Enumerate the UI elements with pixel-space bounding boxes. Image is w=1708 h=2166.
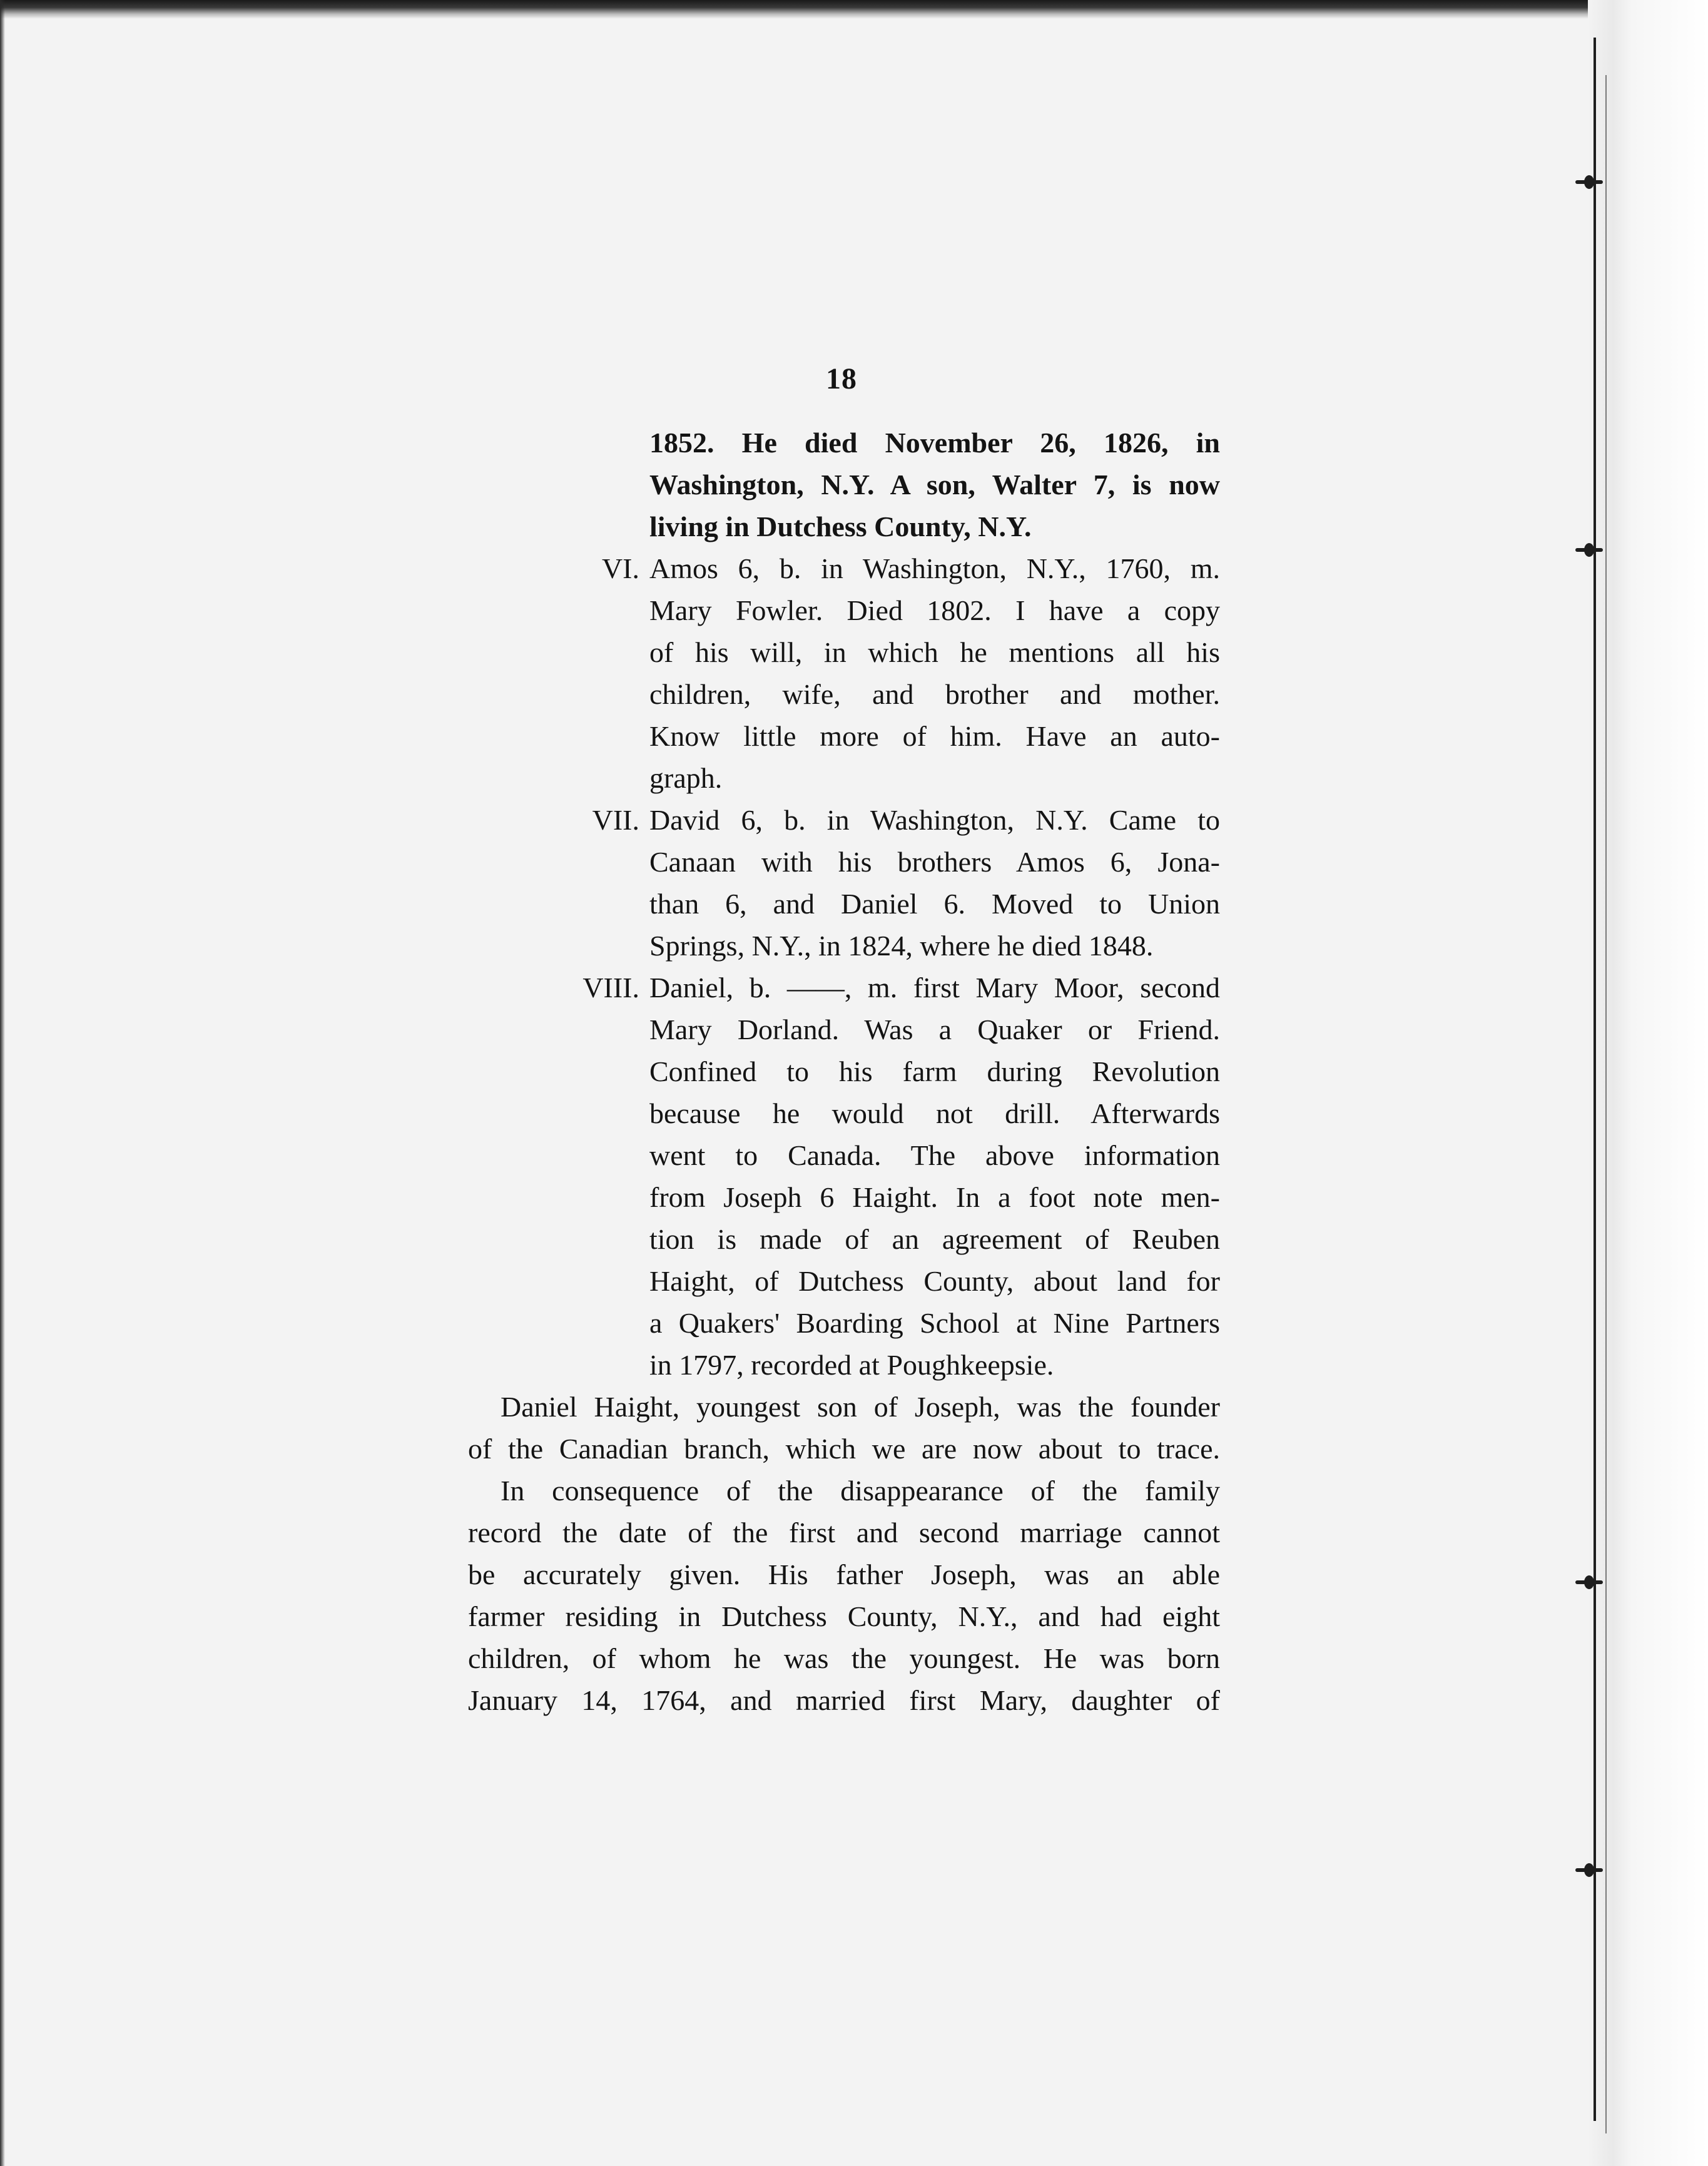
entry-line: in 1797, recorded at Poughkeepsie. [649,1349,1054,1381]
entry-line: children, wife, and brother and mother. [649,678,1220,710]
page-number: 18 [826,362,857,395]
entry-line: than 6, and Daniel 6. Moved to Union [649,888,1220,920]
entry-line: Mary Fowler. Died 1802. I have a copy [649,594,1220,626]
entry-line: Confined to his farm during Revolution [649,1055,1220,1087]
scan-left-edge [0,0,5,2166]
entry-line: Mary Dorland. Was a Quaker or Friend. [649,1014,1220,1045]
entry-line: graph. [649,762,723,794]
binding-clip [1575,1863,1603,1877]
binding-line-secondary [1605,75,1607,2133]
scan-top-edge [0,0,1708,19]
paragraph-line: Daniel Haight, youngest son of Joseph, was the founder [501,1391,1220,1423]
paragraph-line: In consequence of the disappearance of the family [501,1475,1220,1507]
paragraph-line: record the date of the first and second marriage cannot [468,1517,1220,1548]
paragraph-line: of the Canadian branch, which we are now about to trace. [468,1433,1220,1465]
paragraph-line: January 14, 1764, and married first Mary, daughter of [468,1684,1220,1716]
entry-line: Springs, N.Y., in 1824, where he died 1848. [649,930,1154,962]
entry-line: Amos 6, b. in Washington, N.Y., 1760, m. [649,552,1220,584]
entry-line: living in Dutchess County, N.Y. [649,511,1032,542]
entry-line: Know little more of him. Have an auto- [649,720,1220,752]
entry-line: a Quakers' Boarding School at Nine Partners [649,1307,1220,1339]
entry-line: Washington, N.Y. A son, Walter 7, is now [649,469,1220,501]
entry-line: Daniel, b. ——, m. first Mary Moor, second [649,972,1220,1004]
entry-numeral: VII. [592,804,639,836]
paragraph-line: farmer residing in Dutchess County, N.Y., and had eight [468,1600,1220,1632]
entry-line: tion is made of an agreement of Reuben [649,1223,1220,1255]
entry-line: from Joseph 6 Haight. In a foot note men- [649,1181,1220,1213]
entry-numeral: VI. [601,552,639,584]
paragraph-line: children, of whom he was the youngest. He was born [468,1642,1220,1674]
entry-numeral: VIII. [582,972,639,1004]
entry-line: of his will, in which he mentions all his [649,636,1220,668]
paragraph-line: be accurately given. His father Joseph, was an able [468,1558,1220,1590]
entry-line: Canaan with his brothers Amos 6, Jona- [649,846,1220,878]
entry-line: Haight, of Dutchess County, about land for [649,1265,1220,1297]
binding-line [1594,38,1596,2121]
entry-line: went to Canada. The above information [649,1139,1220,1171]
binding-clip [1575,175,1603,189]
binding-clip [1575,1575,1603,1589]
binding-clip [1575,543,1603,557]
entry-line: because he would not drill. Afterwards [649,1097,1220,1129]
entry-line: David 6, b. in Washington, N.Y. Came to [649,804,1220,836]
entry-line: 1852. He died November 26, 1826, in [649,427,1220,459]
